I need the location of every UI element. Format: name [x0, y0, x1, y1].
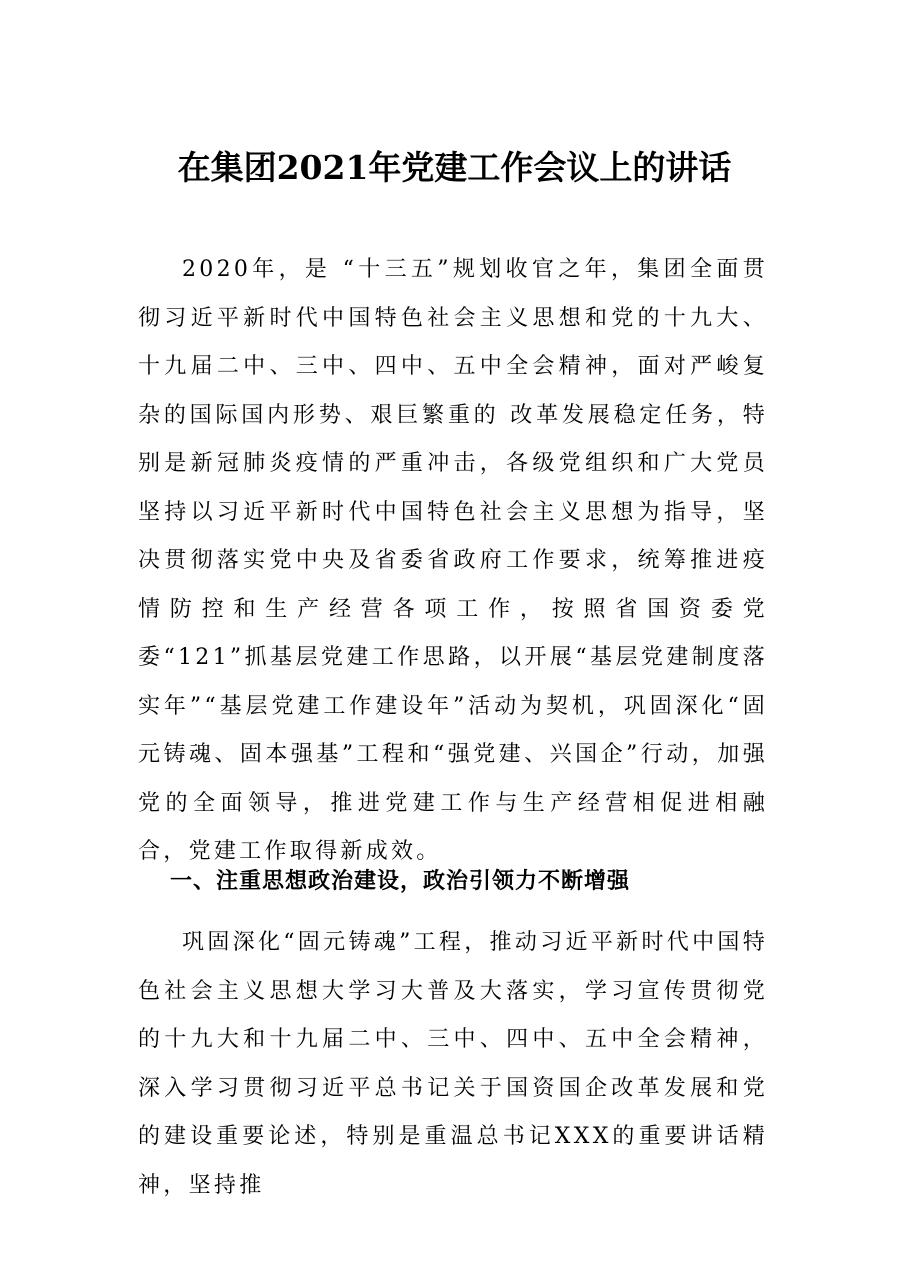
paragraph-section-1: 巩固深化“固元铸魂”工程，推动习近平新时代中国特色社会主义思想大学习大普及大落实，学习宣传贯彻党的十九大和十九届二中、三中、四中、五中全会精神，深入学习贯彻习近平总书记关于国资国企改革发展和党的建设重要论述，特别是重温总书记XXX的重要讲话精神，坚持推	[138, 930, 768, 1198]
paragraph-intro: 2020年，是 “十三五”规划收官之年，集团全面贯彻习近平新时代中国特色社会主义思想和党的十九大、十九届二中、三中、四中、五中全会精神，面对严峻复杂的国际国内形势、艰巨繁重的 改革发展稳定任务，特别是新冠肺炎疫情的严重冲击，各级党组织和广大党员坚持以习近平新时代中国特色社会主义思想为指导，坚决贯彻落实党中央及省委省政府工作要求，统筹推进疫情防控和生产经营各项工作，按照省国资委党委“121”抓基层党建工作思路，以开展“基层党建制度落实年”“基层党建工作建设年”活动为契机，巩固深化“固元铸魂、固本强基”工程和“强党建、兴国企”行动，加强党的全面领导，推进党建工作与生产经营相促进相融合，党建工作取得新成效。	[138, 257, 768, 864]
section-heading-1: 一、注重思想政治建设，政治引领力不断增强	[170, 869, 631, 894]
document-title: 在集团2021年党建工作会议上的讲话	[177, 148, 732, 187]
